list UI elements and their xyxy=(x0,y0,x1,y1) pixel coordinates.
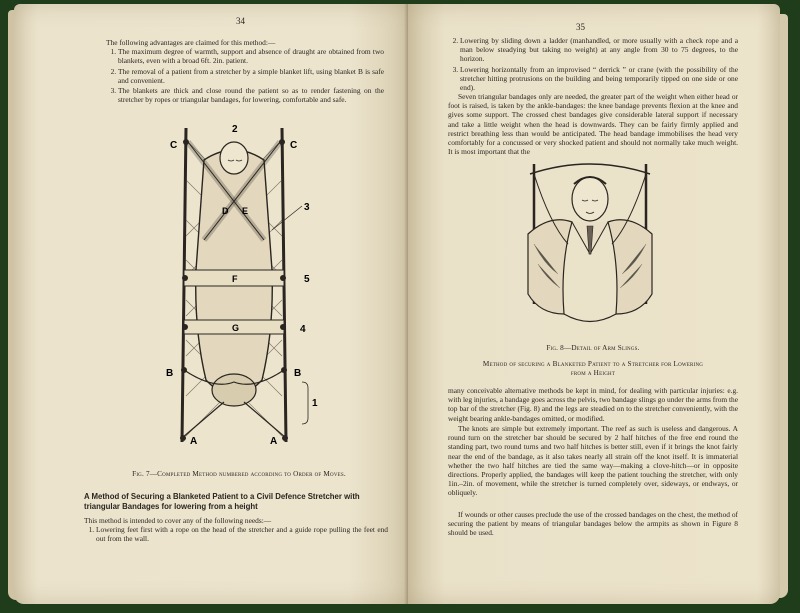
label-d: D xyxy=(222,206,229,216)
section-heading: A Method of Securing a Blanketed Patient to a Civil Defence Stretcher with triangular Bandages for lowering from a height xyxy=(84,492,360,511)
page-number: 34 xyxy=(236,16,245,26)
open-book xyxy=(8,4,792,606)
label-2: 2 xyxy=(232,124,238,135)
figure-7-illustration xyxy=(154,120,334,450)
needs-intro: This method is intended to cover any of the following needs:— xyxy=(84,516,272,525)
needs-block xyxy=(84,516,388,545)
figure-8-illustration xyxy=(520,154,660,339)
figure-8-caption: Fig. 8—Detail of Arm Slings. xyxy=(546,344,640,352)
paragraph-knots: The knots are simple but extremely important. The reef as such is useless and dangerous. A round turn on the stretcher bar should be secured by 2 half hitches of the free end round the standing part, two round turns and two half hitches is better still, even if it brings the knot fairly near the end of the bandage, as it also takes nearly all strain off the knot itself. It is immaterial whether the two half hitches are tied the same way—making a clove-hitch—or in opposite directions. Properly applied, the bandages will keep the patient touching the stretcher, with only 1in.–2in. of movement, while the stretcher is turned completely over, sideways, or endways, or obliquely. xyxy=(448,424,738,498)
label-5: 5 xyxy=(304,274,310,285)
label-a-left: A xyxy=(190,436,198,447)
page-number: 35 xyxy=(576,22,585,32)
advantage-item: 1. The maximum degree of warmth, support and absence of draught are obtained from two blankets, even with a broad 6ft. 2in. patient. xyxy=(118,47,384,65)
right-page xyxy=(408,4,780,604)
advantage-item: 2. The removal of a patient from a stretcher by a simple blanket lift, using blanket B is safe and convenient. xyxy=(118,67,384,85)
label-g: G xyxy=(232,323,240,333)
label-a-right: A xyxy=(270,436,278,447)
advantages-intro: The following advantages are claimed for this method:— xyxy=(106,38,276,47)
label-4: 4 xyxy=(300,324,306,335)
figure-8-title: Method of securing a Blanketed Patient to a Stretcher for Lowering from a Height xyxy=(482,360,704,377)
label-e: E xyxy=(242,206,249,216)
label-3: 3 xyxy=(304,202,310,213)
label-c-right: C xyxy=(290,140,298,151)
paragraph-wounds: If wounds or other causes preclude the use of the crossed bandages on the chest, the method of securing the patient by means of triangular bandages below the armpits as shown in Figure 8 should be used. xyxy=(448,510,738,538)
left-page xyxy=(14,4,408,604)
label-f: F xyxy=(232,274,238,284)
figure-7-caption: Fig. 7—Completed Method numbered according to Order of Moves. xyxy=(132,470,346,478)
label-c-left: C xyxy=(170,140,178,151)
label-1: 1 xyxy=(312,398,318,409)
advantage-item: 3. The blankets are thick and close round the patient so as to render fastening on the stretcher by ropes or triangular bandages, for lowering, comfortable and safe. xyxy=(118,86,384,104)
method-item: 2. Lowering by sliding down a ladder (manhandled, or more usually with a check rope and a man below steadying but taking no weight) at any angle from 30 to 75 degrees, to the horizon. xyxy=(460,36,738,64)
methods-block xyxy=(448,36,738,93)
need-item: 1. Lowering feet first with a rope on the head of the stretcher and a guide rope pulling the feet end out from the wall. xyxy=(96,525,388,543)
paragraph-alternatives: many conceivable alternative methods be kept in mind, for dealing with particular injuries: e.g. with leg injuries, a bandage goes across the pelvis, two bandage slings go under the arms from the top bar of the stretcher (Fig. 8) and the legs are steadied on to the stretcher conveniently, with the weight bearing ankle-bandages omitted, or modified. xyxy=(448,386,739,423)
label-b-right: B xyxy=(294,368,302,379)
advantages-block xyxy=(106,38,384,105)
paragraph-bandages: Seven triangular bandages only are needed, the greater part of the weight when either head or foot is raised, is taken by the ankle-bandages: the knee bandage prevents flexion at the knee and gives some support. The crossed chest bandages give considerable lateral support if necessary and take a little weight when the head is downwards. They can be fairly firmly applied and restrict breathing less than would be anticipated. The head bandage immobilises the head very comfortably for a concussed or very shocked patient and should not normally take much weight. It is most important that the xyxy=(448,92,738,157)
label-b-left: B xyxy=(166,368,174,379)
method-item: 3. Lowering horizontally from an improvised “ derrick ” or crane (with the possibility of the stretcher hitting protrusions on the building and being temporarily tipped on one side or one end). xyxy=(460,65,738,93)
